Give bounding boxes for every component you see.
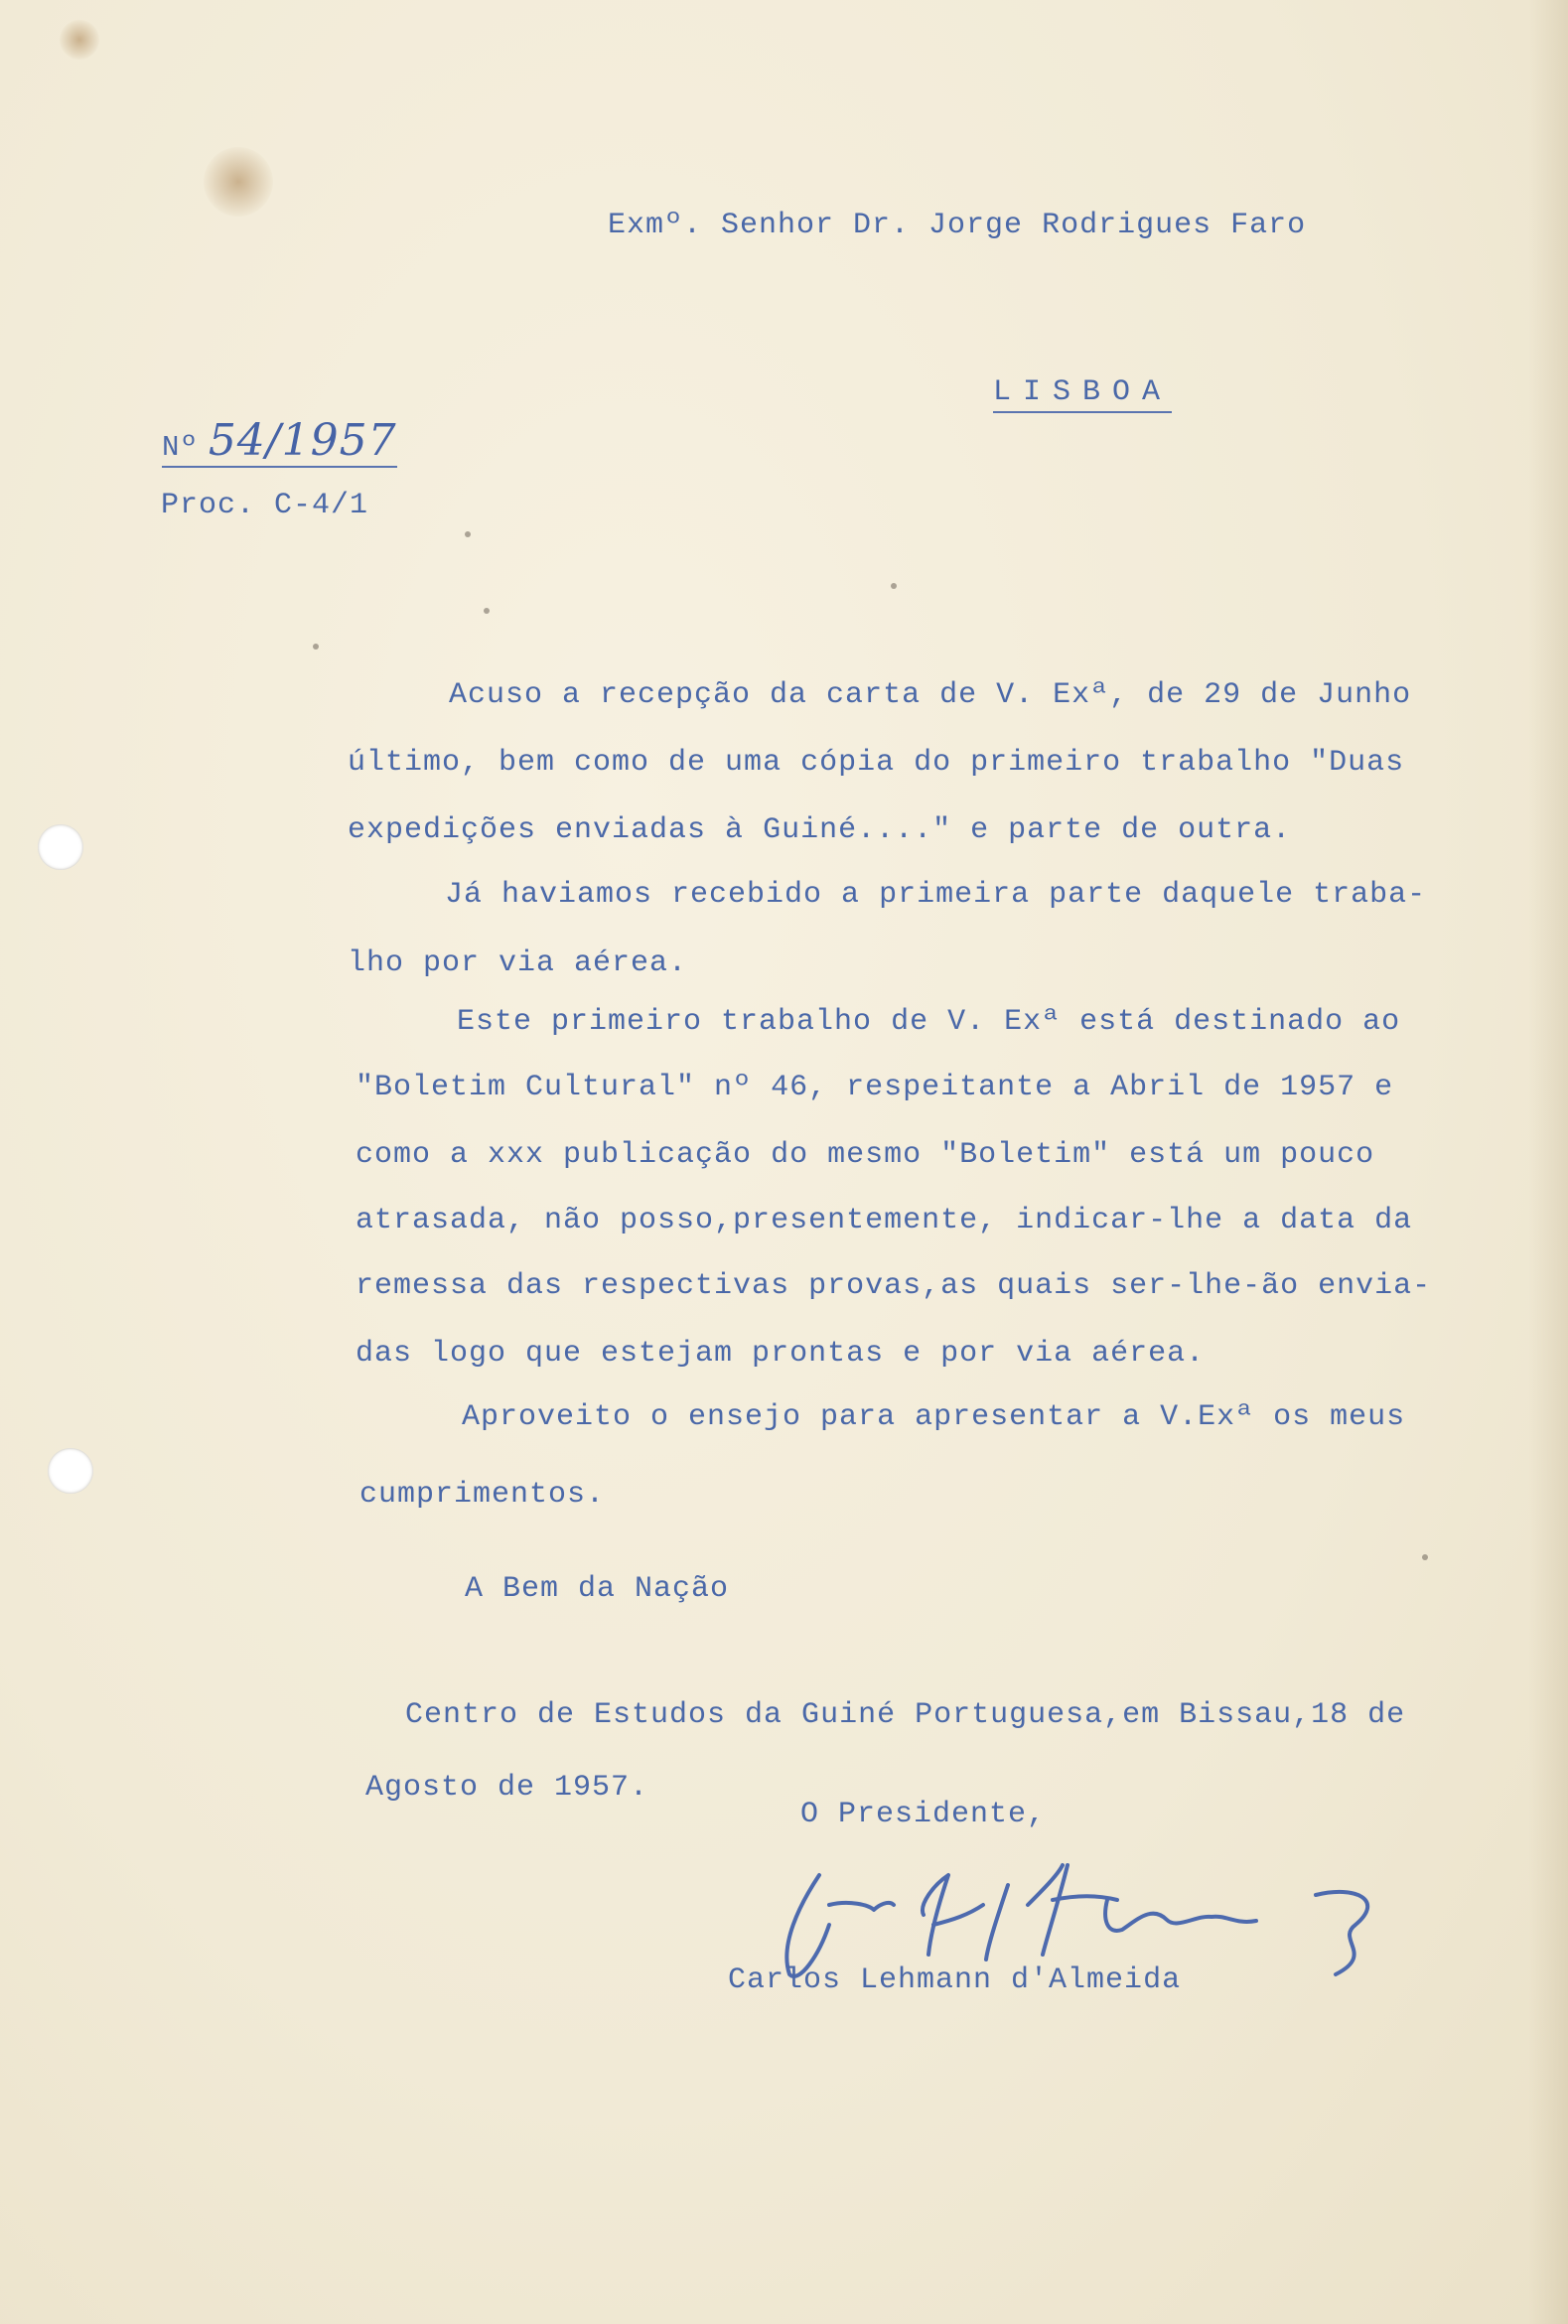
body-line: Já haviamos recebido a primeira parte daquele traba- — [445, 878, 1427, 912]
signatory-name: Carlos Lehmann d'Almeida — [728, 1963, 1182, 1997]
body-line: "Boletim Cultural" nº 46, respeitante a Abril de 1957 e — [356, 1071, 1394, 1104]
process-reference: Proc. C-4/1 — [161, 489, 369, 522]
paper-speck — [313, 644, 319, 650]
punch-hole-bottom — [48, 1448, 93, 1494]
closing-salutation: A Bem da Nação — [465, 1572, 730, 1606]
paper-edge-shadow — [1528, 0, 1568, 2324]
reference-number-handwritten: 54/1957 — [208, 415, 397, 466]
body-line: cumprimentos. — [359, 1478, 606, 1512]
place-date-line: Agosto de 1957. — [365, 1771, 649, 1805]
body-line: atrasada, não posso,presentemente, indicar-lhe a data da — [356, 1204, 1413, 1237]
body-line: Aproveito o ensejo para apresentar a V.Exª os meus — [462, 1400, 1406, 1434]
addressee-line: Exmº. Senhor Dr. Jorge Rodrigues Faro — [608, 209, 1307, 242]
body-line: Acuso a recepção da carta de V. Exª, de 29 de Junho — [449, 678, 1412, 712]
city-heading: LISBOA — [993, 375, 1172, 413]
reference-number-prefix: Nº — [162, 431, 199, 464]
body-line: das logo que estejam prontas e por via aérea. — [356, 1337, 1206, 1371]
body-line: expedições enviadas à Guiné...." e parte de outra. — [348, 813, 1292, 847]
paper-stain — [60, 20, 99, 60]
paper-speck — [891, 583, 897, 589]
place-date-line: Centro de Estudos da Guiné Portuguesa,em Bissau,18 de — [405, 1698, 1406, 1732]
punch-hole-top — [38, 824, 83, 870]
body-line: Este primeiro trabalho de V. Exª está destinado ao — [457, 1005, 1401, 1039]
paper-speck — [1422, 1554, 1428, 1560]
body-line: lho por via aérea. — [348, 946, 688, 980]
paper-speck — [465, 531, 471, 537]
body-line: como a xxx publicação do mesmo "Boletim" está um pouco — [356, 1138, 1375, 1172]
body-line: último, bem como de uma cópia do primeiro trabalho "Duas — [348, 746, 1405, 780]
paper-speck — [484, 608, 490, 614]
reference-number — [162, 415, 397, 468]
signatory-title: O Presidente, — [800, 1798, 1047, 1831]
paper-stain — [204, 147, 273, 217]
body-line: remessa das respectivas provas,as quais ser-lhe-ão envia- — [356, 1269, 1432, 1303]
